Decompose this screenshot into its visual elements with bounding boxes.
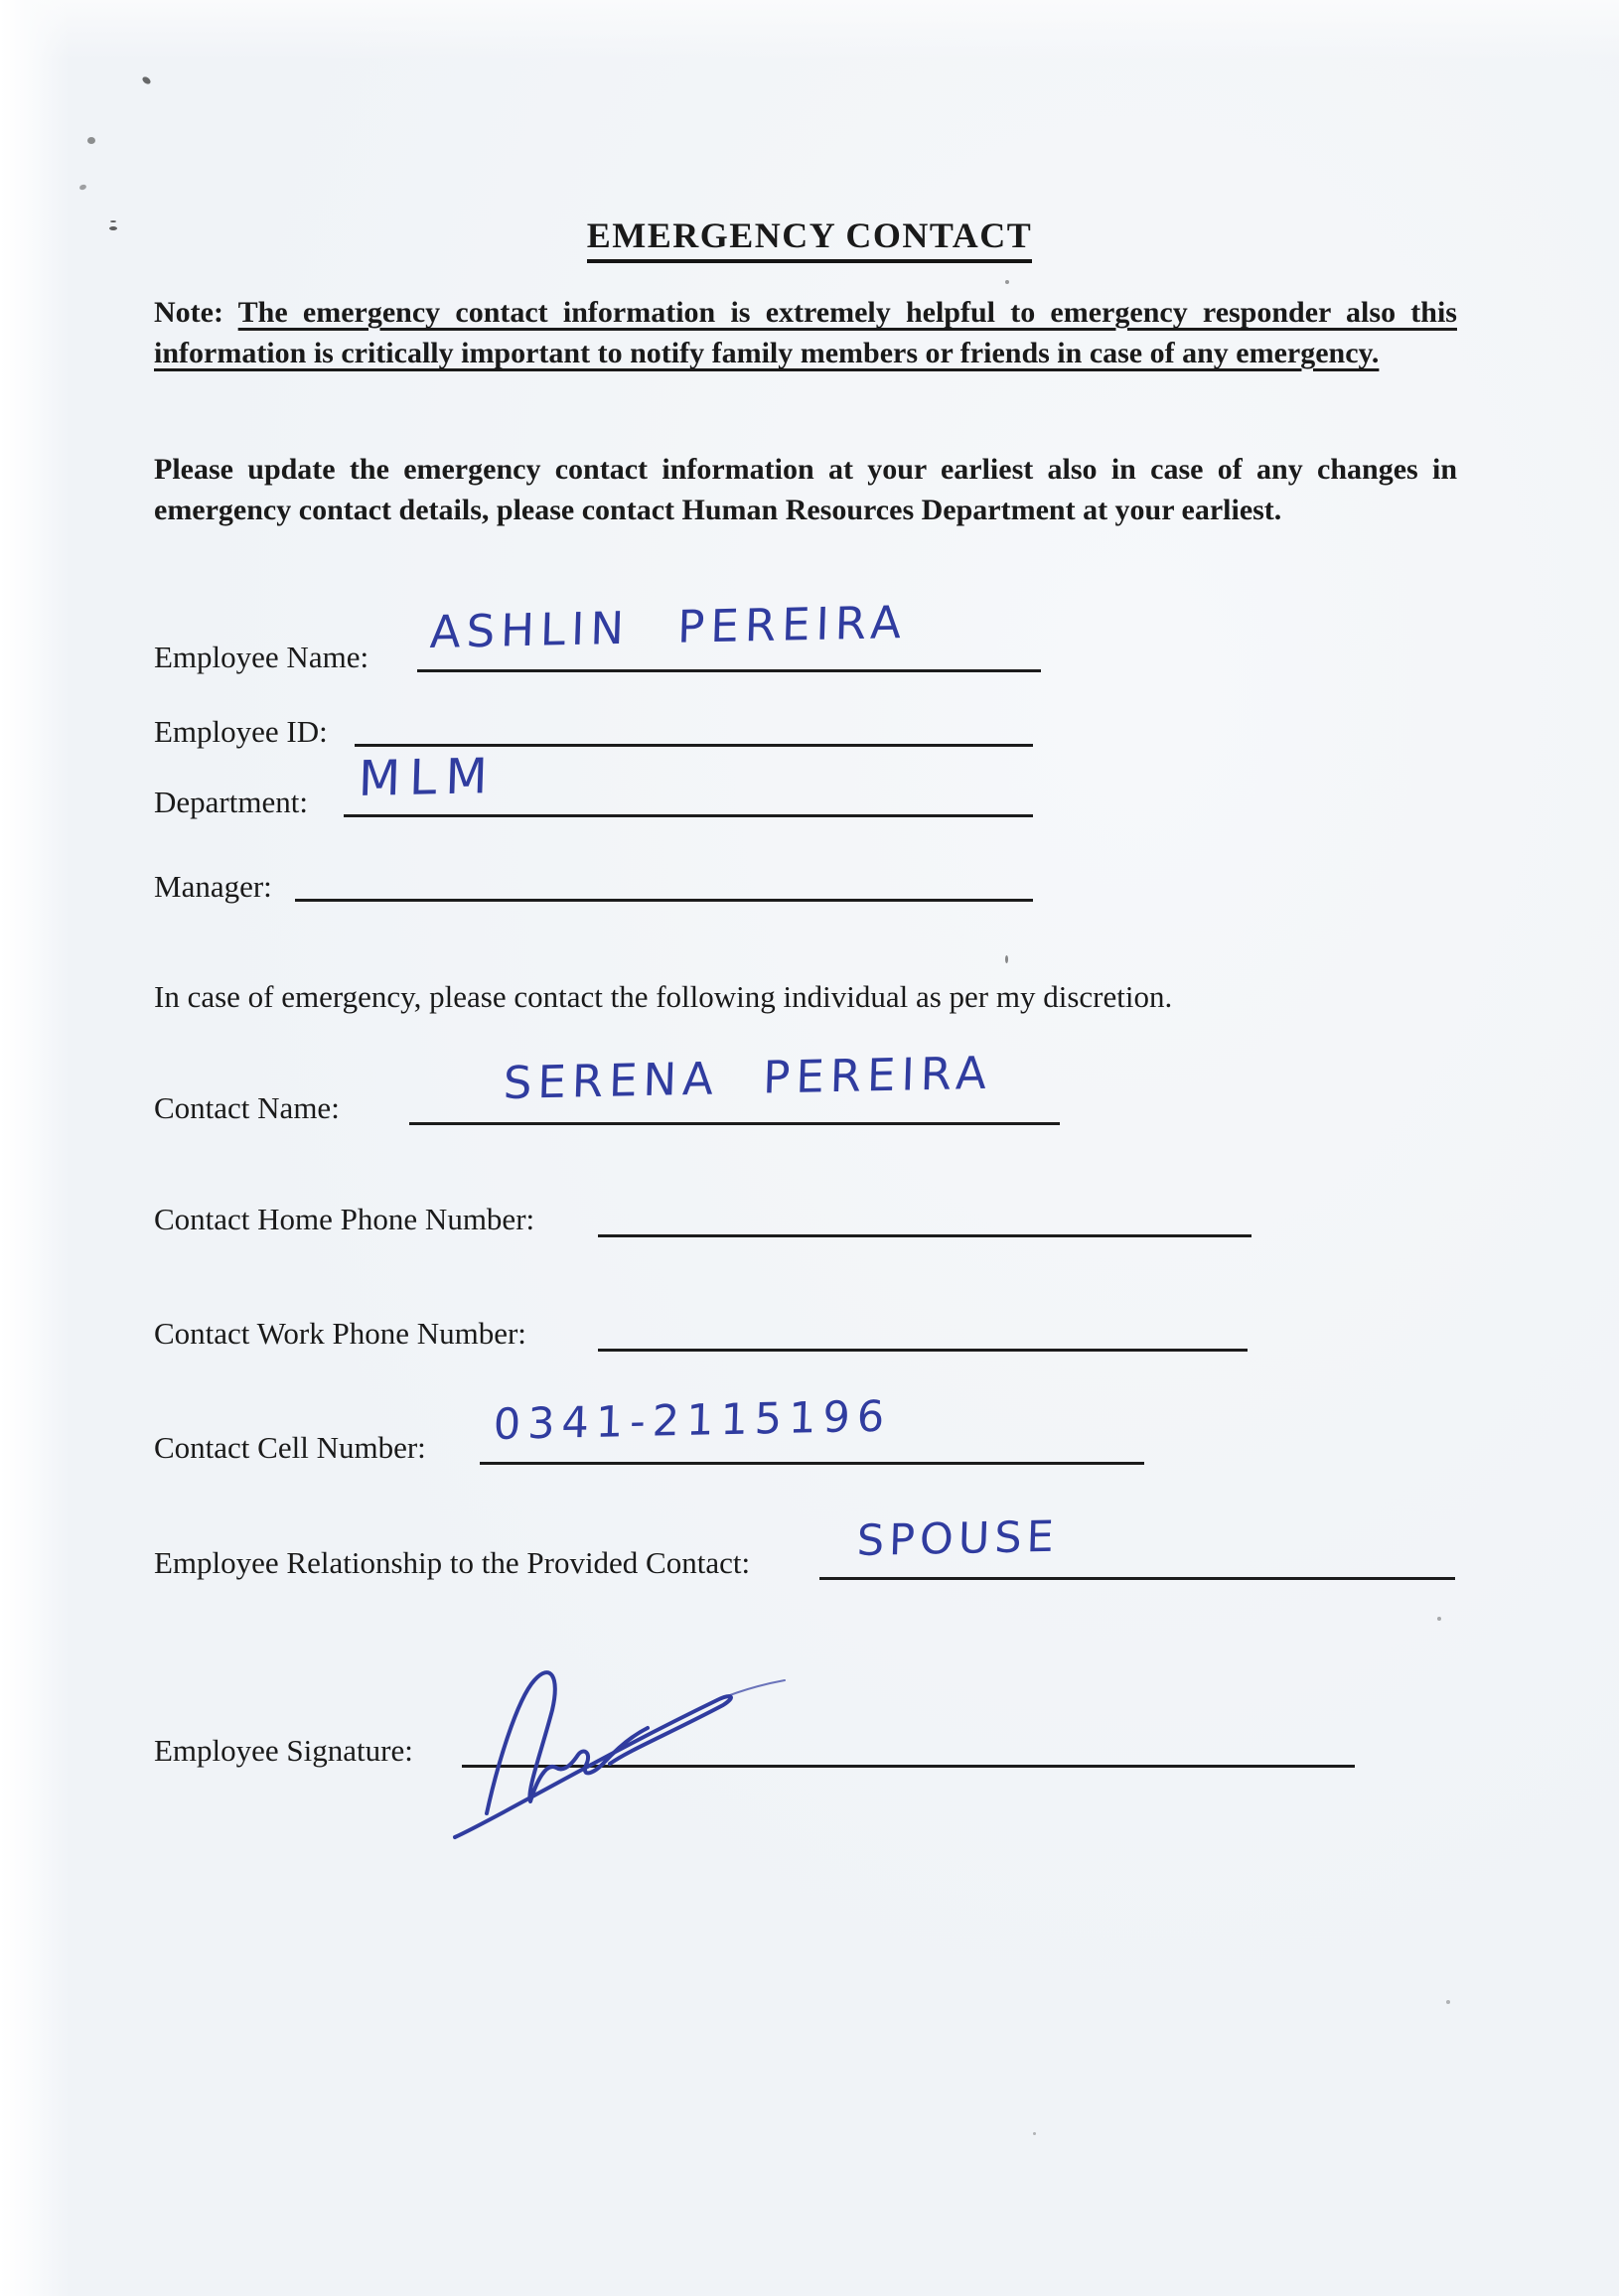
- relationship-label: Employee Relationship to the Provided Contact:: [154, 1545, 751, 1580]
- relationship-line: [819, 1577, 1455, 1580]
- employee-name-handwritten-value: ASHLIN PEREIRA: [429, 595, 908, 658]
- contact-home-phone-line: [598, 1234, 1251, 1237]
- employee-signature-label: Employee Signature:: [154, 1733, 413, 1768]
- note-paragraph: [154, 292, 1457, 373]
- employee-id-label: Employee ID:: [154, 714, 328, 749]
- scan-speck: [1005, 280, 1009, 284]
- contact-home-phone-label: Contact Home Phone Number:: [154, 1202, 535, 1236]
- contact-name-line: [409, 1122, 1060, 1125]
- scan-smudge: [78, 184, 86, 191]
- contact-cell-line: [480, 1462, 1144, 1465]
- contact-work-phone-label: Contact Work Phone Number:: [154, 1316, 526, 1351]
- discretion-sentence: In case of emergency, please contact the following individual as per my discretion.: [154, 979, 1173, 1014]
- contact-cell-handwritten-value: 0341-2115196: [493, 1391, 892, 1450]
- department-handwritten-value: MLM: [358, 748, 498, 807]
- employee-id-line: [355, 744, 1033, 747]
- employee-name-line: [417, 669, 1041, 672]
- instructions-paragraph: Please update the emergency contact information at your earliest also in case of any changes in emergency contact details, please contact Human Resources Department at your earliest.: [154, 453, 1457, 526]
- note-label: Note:: [154, 296, 223, 329]
- scan-smudge: [87, 137, 95, 144]
- contact-work-phone-line: [598, 1349, 1248, 1352]
- manager-label: Manager:: [154, 869, 272, 904]
- scan-speck: [1446, 2000, 1450, 2004]
- department-line: [344, 814, 1033, 817]
- contact-name-handwritten-value: SERENA PEREIRA: [503, 1046, 993, 1109]
- manager-line: [295, 899, 1033, 902]
- scan-speck: [1033, 2132, 1036, 2135]
- relationship-handwritten-value: SPOUSE: [856, 1511, 1060, 1566]
- signature-ink: [435, 1656, 812, 1845]
- contact-cell-label: Contact Cell Number:: [154, 1430, 426, 1465]
- scan-speck: [1005, 955, 1008, 963]
- contact-name-label: Contact Name:: [154, 1090, 340, 1125]
- scan-speck: [1437, 1617, 1441, 1621]
- form-title-row: [0, 215, 1619, 263]
- employee-name-label: Employee Name:: [154, 640, 369, 674]
- form-title: EMERGENCY CONTACT: [587, 215, 1033, 263]
- department-label: Department:: [154, 785, 308, 819]
- scan-smudge: [141, 75, 152, 85]
- note-text: The emergency contact information is extremely helpful to emergency responder also this information is critically important to notify family members or friends in case of any emergency.: [154, 296, 1457, 369]
